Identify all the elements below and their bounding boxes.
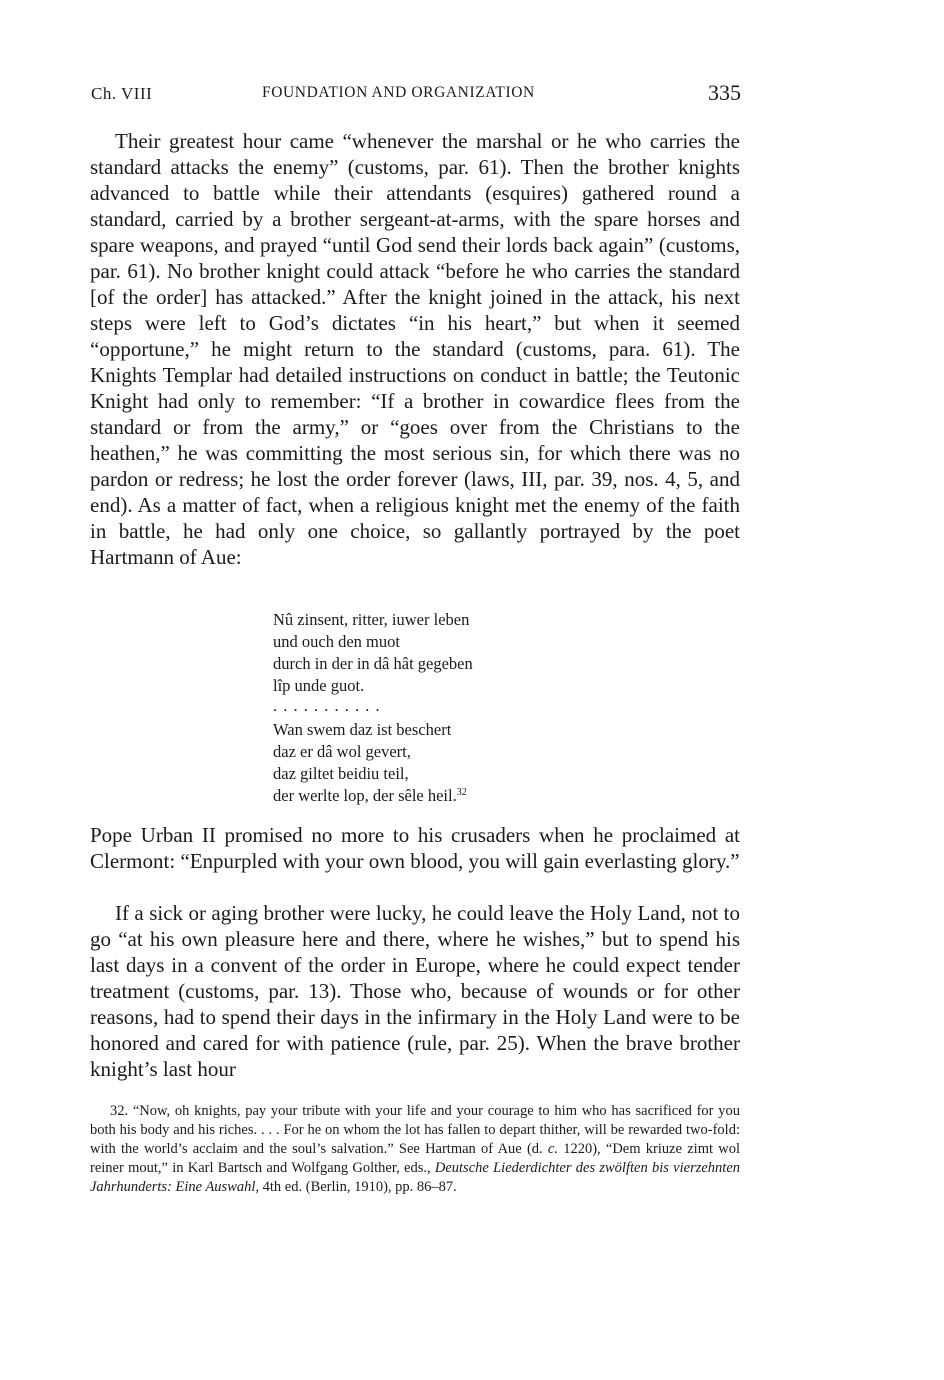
poem-line: daz er dâ wol gevert, [273, 742, 411, 761]
footnote-reference[interactable]: 32 [456, 787, 467, 798]
poem-ellipsis: . . . . . . . . . . . [273, 696, 381, 715]
footnote-book-title: Deutsche Liederdichter des zwölften bis vierzehnten Jahrhunderts: Eine Auswahl, [90, 1160, 740, 1195]
poem-line: lîp unde guot. [273, 676, 365, 695]
poem-line: und ouch den muot [273, 632, 400, 651]
chapter-title: FOUNDATION AND ORGANIZATION [262, 84, 535, 101]
paragraph-battle: Their greatest hour came “whenever the marshal or he who carries the standard attacks the enemy” (customs, par. 61). Then the brother knights advanced to battle while their attendants (esquires) gathered round a standard, carried by a brother sergeant-at-arms, with the spare horses and spare weapons, and prayed “until God send their lords back again” (customs, par. 61). No brother knight could attack “before he who carries the standard [of the order] has attacked.” After the knight joined in the attack, his next steps were left to God’s dictates “in his heart,” but when it seemed “opportune,” he might return to the standard (customs, para. 61). The Knights Templar had detailed instructions on conduct in battle; the Teutonic Knight had only to remember: “If a brother in cowardice flees from the standard or from the army,” or “goes over from the Christians to the heathen,” he was committing the most serious sin, for which there was no pardon or redress; he lost the order forever (laws, III, par. 39, nos. 4, 5, and end). As a matter of fact, when a religious knight met the enemy of the faith in battle, he had only one choice, so gallantly portrayed by the poet Hartmann of Aue: [90, 129, 740, 569]
page-number: 335 [708, 80, 741, 105]
poem-block [273, 609, 603, 807]
paragraph-sick-brother: If a sick or aging brother were lucky, he could leave the Holy Land, not to go “at his own pleasure here and there, where he wishes,” but to spend his last days in a convent of the order in Europe, where he could expect tender treatment (customs, par. 13). Those who, because of wounds or for other reasons, had to spend their days in the infirmary in the Holy Land were to be honored and cared for with patience (rule, par. 25). When the brave brother knight’s last hour [90, 901, 740, 1081]
poem-line: Nû zinsent, ritter, iuwer leben [273, 610, 470, 629]
footnote-32 [90, 1102, 740, 1197]
poem-line: daz giltet beidiu teil, [273, 764, 409, 783]
footnote-text-end: 4th ed. (Berlin, 1910), pp. 86–87. [259, 1179, 457, 1195]
chapter-label: Ch. VIII [91, 84, 153, 103]
footnote-circa: c. [547, 1141, 558, 1157]
poem-line-text: der werlte lop, der sêle heil. [273, 786, 457, 805]
paragraph-urban: Pope Urban II promised no more to his crusaders when he proclaimed at Clermont: “Enpurpled with your own blood, you will gain everlasting glory.” [90, 823, 740, 873]
footnote-text: “Now, oh knights, pay your tribute with your life and your courage to him who has sacrificed for you both his body and his riches. . . . For he on whom the lot has fallen to depart thither, will be rewarded two-fold: with the world’s acclaim and the soul’s salvation.” See Hartman of Aue (d. [90, 1103, 740, 1157]
running-head [91, 80, 741, 110]
footnote-text-middle: 1220), “Dem kriuze zimt wol reiner mout,” in Karl Bartsch and Wolfgang Golther, eds., [90, 1141, 740, 1176]
poem-line: Wan swem daz ist beschert [273, 720, 452, 739]
footnote-number: 32. [110, 1103, 129, 1119]
poem-line-last [273, 785, 603, 807]
poem-line: durch in der in dâ hât gegeben [273, 654, 473, 673]
